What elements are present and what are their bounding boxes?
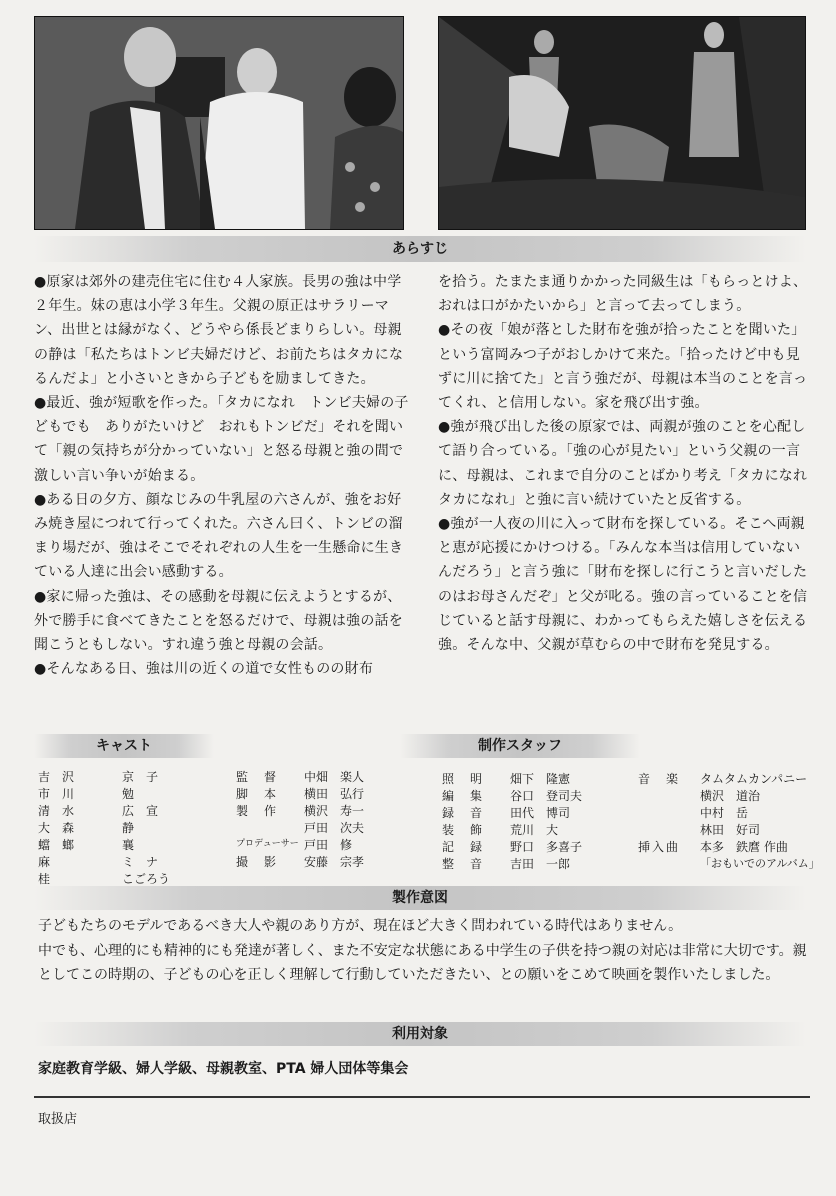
staff-name: 戸田 修 [304, 838, 353, 852]
staff-role: 監 督 [236, 770, 279, 784]
staff-row [638, 804, 824, 821]
staff-role: 記 録 [442, 840, 485, 854]
staff-heading: 制作スタッフ [400, 734, 640, 758]
staff-row [638, 787, 824, 804]
photo-family-scene-illustration [35, 17, 403, 229]
staff-table-crew [442, 770, 586, 872]
cast-actor: 蟷 螂 [38, 838, 75, 852]
staff-name: タムタムカンパニー [700, 772, 808, 786]
synopsis-paragraph: ●そんなある日、強は川の近くの道で女性ものの財布 [34, 661, 374, 678]
staff-name: 本多 鉄麿 作曲 [700, 840, 788, 854]
staff-name: 横沢 道治 [700, 789, 761, 803]
cast-row [38, 870, 174, 887]
synopsis-paragraph: ●最近、強が短歌を作った。「タカになれ トンビ夫婦の子どもでも ありがたいけど おれもトンビだ」それを聞いて「親の気持ちが分かっていない」と怒る母親と強の間で激しい言い争いが始まる。 [34, 395, 409, 484]
photo-family-scene [34, 16, 404, 230]
staff-row [638, 838, 824, 855]
staff-name: 田代 博司 [510, 806, 571, 820]
staff-row [442, 770, 586, 787]
staff-name: 谷口 登司夫 [510, 789, 583, 803]
staff-row [236, 853, 368, 870]
cast-actor: 吉 沢 [38, 770, 75, 784]
staff-row [442, 804, 586, 821]
staff-role [638, 855, 700, 872]
target-audience: 家庭教育学級、婦人学級、母親教室、PTA 婦人団体等集会 [38, 1061, 409, 1077]
cast-actor: 桂 [38, 872, 51, 886]
cast-row [38, 819, 174, 836]
staff-table-music [638, 770, 824, 872]
staff-role: 照 明 [442, 772, 485, 786]
synopsis-heading: あらすじ [34, 236, 806, 262]
staff-role [638, 804, 700, 821]
cast-row [38, 853, 174, 870]
synopsis-right-column [438, 270, 814, 657]
staff-name: 横田 弘行 [304, 787, 365, 801]
cast-role: こごろう [122, 872, 171, 886]
intent-paragraph: 子どもたちのモデルであるべき大人や親のあり方が、現在ほど大きく問われている時代はありません。 [38, 918, 683, 934]
staff-role [638, 821, 700, 838]
staff-row [236, 768, 368, 785]
staff-table-director [236, 768, 368, 870]
target-heading: 利用対象 [34, 1022, 806, 1046]
cast-role: 広 宣 [122, 804, 159, 818]
staff-name: 戸田 次夫 [304, 821, 365, 835]
cast-role: 勉 [122, 787, 135, 801]
staff-row [638, 770, 824, 787]
staff-role: プロデューサー [236, 839, 299, 849]
handler-label: 取扱店 [38, 1112, 78, 1127]
staff-role: 製 作 [236, 804, 279, 818]
staff-name: 林田 好司 [700, 823, 761, 837]
staff-row [236, 819, 368, 836]
cast-role: 静 [122, 821, 135, 835]
staff-row [236, 836, 368, 853]
staff-name: 荒川 大 [510, 823, 559, 837]
staff-role [638, 787, 700, 804]
staff-name: 中村 岳 [700, 806, 749, 820]
staff-role: 録 音 [442, 806, 485, 820]
staff-row [236, 802, 368, 819]
cast-role: 京 子 [122, 770, 159, 784]
photo-river-night-scene-illustration [439, 17, 805, 229]
cast-actor: 清 水 [38, 804, 75, 818]
staff-row [442, 787, 586, 804]
cast-row [38, 768, 174, 785]
cast-actor: 大 森 [38, 821, 75, 835]
staff-name: 「おもいでのアルバム」 [700, 857, 820, 870]
staff-role: 装 飾 [442, 823, 485, 837]
synopsis-paragraph: ●ある日の夕方、顔なじみの牛乳屋の六さんが、強をお好み焼き屋につれて行ってくれた。六さん曰く、トンビの溜まり場だが、強はそこでそれぞれの人生を一生懸命に生きている人達に出会い感動する。 [34, 491, 404, 581]
synopsis-paragraph: を拾う。たまたま通りかかった同級生は「もらっとけよ、おれは口がかたいから」と言って去ってしまう。 [438, 274, 808, 315]
staff-row [442, 838, 586, 855]
synopsis-left-column [34, 270, 414, 681]
staff-row [442, 855, 586, 872]
staff-name: 安藤 宗孝 [304, 855, 365, 869]
intent-heading: 製作意図 [34, 886, 806, 910]
staff-row [638, 855, 824, 872]
staff-role: 編 集 [442, 789, 485, 803]
cast-table [38, 768, 174, 887]
cast-actor: 麻 [38, 855, 51, 869]
photo-river-night-scene [438, 16, 806, 230]
cast-row [38, 836, 174, 853]
cast-actor: 市 川 [38, 787, 75, 801]
staff-role: 脚 本 [236, 787, 279, 801]
staff-name: 野口 多喜子 [510, 840, 583, 854]
divider [34, 1096, 810, 1098]
cast-row [38, 785, 174, 802]
synopsis-paragraph: ●家に帰った強は、その感動を母親に伝えようとするが、外で勝手に食べてきたことを怒るだけで、母親は強の話を聞こうともしない。すれ違う強と母親の会話。 [34, 588, 403, 654]
intent-text [38, 914, 814, 988]
synopsis-paragraph: ●その夜「娘が落とした財布を強が拾ったことを聞いた」という富岡みつ子がおしかけて来た。「拾ったけど中も見ずに川に捨てた」と言う強だが、母親は本当のことを言ってくれ、と信用しない。家を飛び出す強。 [438, 322, 808, 412]
staff-role: 撮 影 [236, 855, 279, 869]
staff-role: 挿入曲 [638, 840, 681, 854]
cast-row [38, 802, 174, 819]
staff-name: 横沢 寿一 [304, 804, 365, 818]
staff-role [236, 819, 304, 836]
cast-heading: キャスト [34, 734, 214, 758]
staff-name: 吉田 一郎 [510, 857, 571, 871]
staff-role: 整 音 [442, 857, 485, 871]
staff-row [442, 821, 586, 838]
cast-role: ミ ナ [122, 855, 159, 869]
staff-role: 音 楽 [638, 772, 681, 786]
staff-row [236, 785, 368, 802]
synopsis-paragraph: ●原家は郊外の建売住宅に住む４人家族。長男の強は中学２年生。妹の恵は小学３年生。父親の原正はサラリーマン、出世とは縁がなく、どうやら係長どまりらしい。母親の静は「私たちはトンビ夫婦だけど、お前たちはタカになるんだよ」と小さいときから子どもを励ましてきた。 [34, 274, 404, 387]
synopsis-paragraph: ●強が飛び出した後の原家では、両親が強のことを心配して語り合っている。「強の心が見たい」という父親の一言に、母親は、これまで自分のことばかり考え「タカになれタカになれ」と強に言い続けていたと反省する。 [438, 419, 808, 508]
intent-paragraph: 中でも、心理的にも精神的にも発達が著しく、また不安定な状態にある中学生の子供を持つ親の対応は非常に大切です。親としてこの時期の、子どもの心を正しく理解して行動していただきたい、との願いをこめて映画を製作いたしました。 [38, 942, 807, 983]
staff-name: 中畑 楽人 [304, 770, 365, 784]
synopsis-paragraph: ●強が一人夜の川に入って財布を探している。そこへ両親と恵が応援にかけつける。「みんな本当は信用していないんだろう」と言う強に「財布を探しに行こうと言いだしたのはお母さんだぞ」と父が叱る。強の言っていることを信じていると話す母親に、わかってもらえた嬉しさを伝える強。そんな中、父親が草むらの中で財布を発見する。 [438, 516, 808, 654]
cast-role: 襄 [122, 838, 135, 852]
staff-name: 畑下 隆憲 [510, 772, 571, 786]
staff-row [638, 821, 824, 838]
